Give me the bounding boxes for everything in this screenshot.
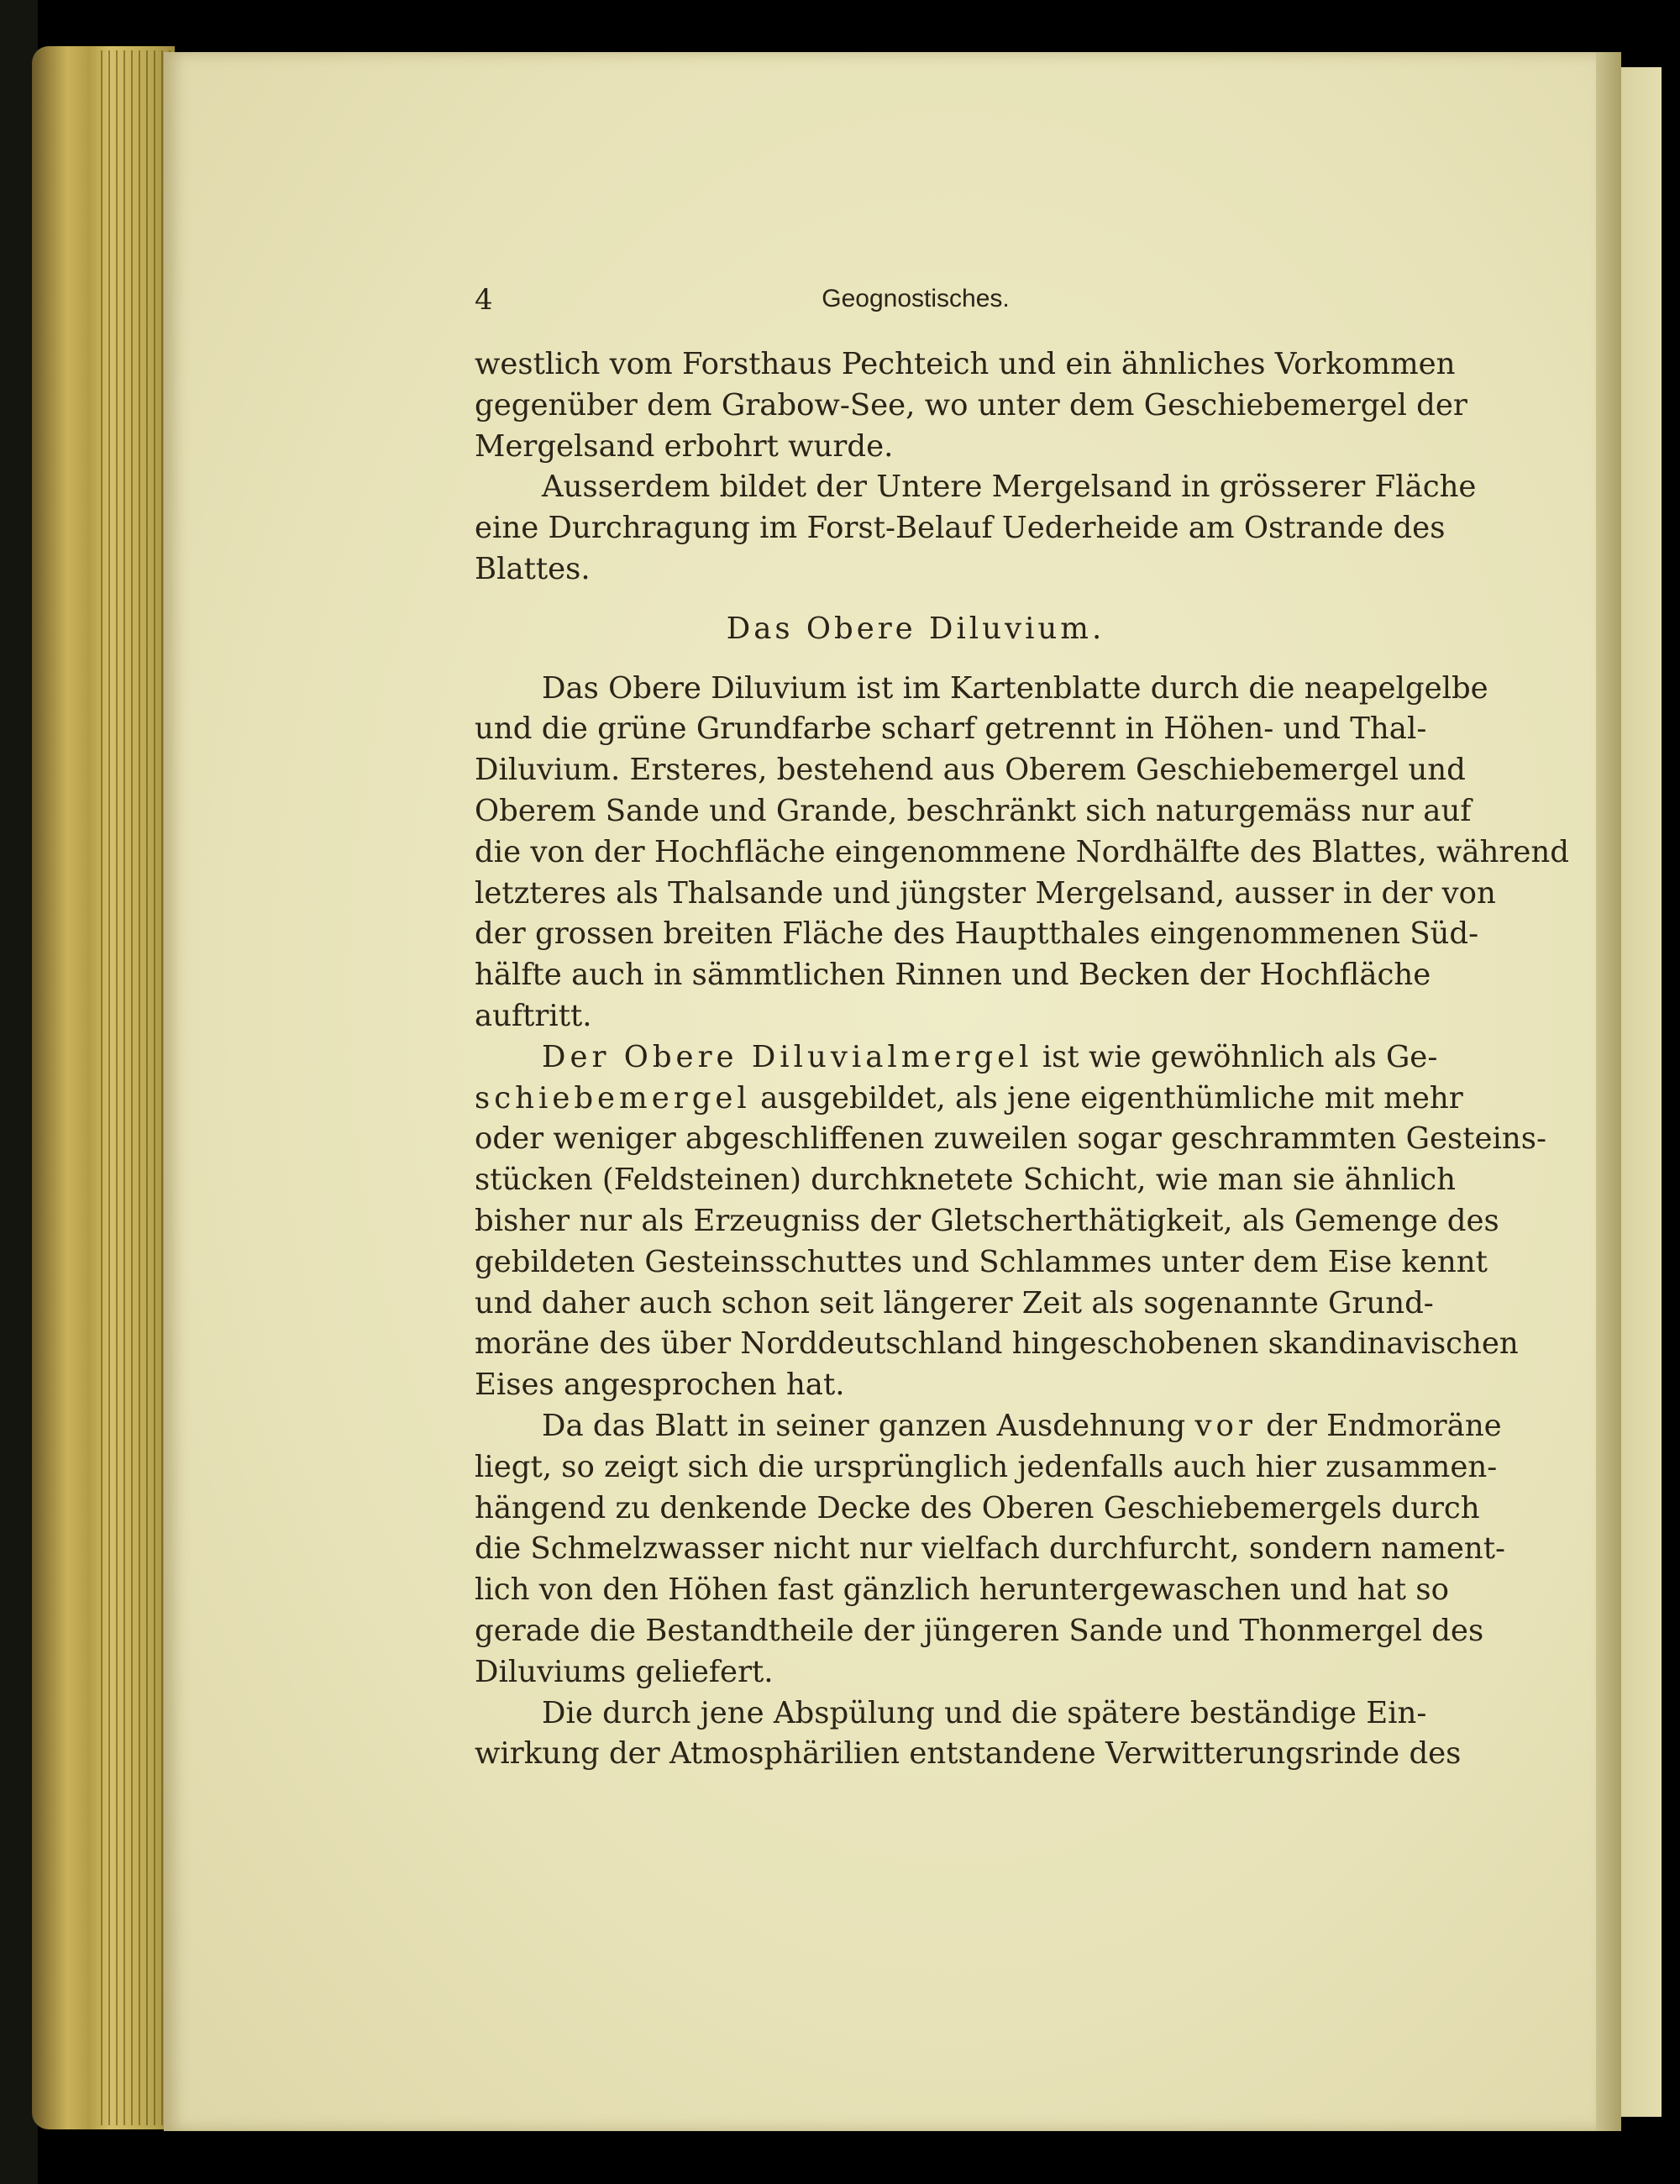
text-line: liegt, so zeigt sich die ursprünglich jedenfalls auch hier zusammen- (475, 1449, 1498, 1484)
text-line: Ausserdem bildet der Untere Mergelsand in grösserer Fläche (542, 470, 1477, 505)
text-line (475, 1406, 1502, 1447)
paragraph (475, 1406, 1506, 1693)
text-line: Oberem Sande und Grande, beschränkt sich naturgemäss nur auf (475, 793, 1472, 828)
text-line: die Schmelzwasser nicht nur vielfach durchfurcht, sondern nament- (475, 1531, 1506, 1567)
section-heading: Das Obere Diluvium. (726, 611, 1105, 646)
text-line: der grossen breiten Fläche des Hauptthales eingenommenen Süd- (475, 916, 1479, 952)
text-line: stücken (Feldsteinen) durchknetete Schicht, wie man sie ähnlich (475, 1163, 1456, 1198)
text-fragment: ist wie gewöhnlich als Ge- (1032, 1039, 1438, 1074)
text-line: hängend zu denkende Decke des Oberen Geschiebemergels durch (475, 1490, 1480, 1525)
text-line: oder weniger abgeschliffenen zuweilen sogar geschrammten Gesteins- (475, 1121, 1546, 1157)
text-line (475, 1037, 1438, 1079)
emphasis-text: vor (1194, 1408, 1257, 1443)
text-line (475, 1079, 1463, 1120)
paragraph (475, 1037, 1546, 1406)
text-line: Eises angesprochen hat. (475, 1368, 845, 1403)
text-line: westlich vom Forsthaus Pechteich und ein ähnliches Vorkommen (475, 347, 1456, 381)
paragraph (475, 344, 1467, 467)
text-fragment: der Endmoräne (1256, 1408, 1502, 1443)
text-line: wirkung der Atmosphärilien entstandene Verwitterungsrinde des (475, 1736, 1462, 1772)
text-line: Blattes. (475, 551, 591, 586)
emphasis-text: schiebemergel (475, 1080, 751, 1116)
text-line: bisher nur als Erzeugniss der Gletscherthätigkeit, als Gemenge des (475, 1203, 1499, 1238)
text-line: Die durch jene Abspülung und die spätere beständige Ein- (542, 1695, 1427, 1730)
text-line: auftritt. (475, 998, 592, 1033)
text-line: gebildeten Gesteinsschuttes und Schlammes unter dem Eise kennt (475, 1244, 1488, 1279)
body-text (475, 344, 1569, 1775)
text-line: Diluviums geliefert. (475, 1654, 774, 1689)
text-line: Diluvium. Ersteres, bestehend aus Oberem Geschiebemergel und (475, 753, 1466, 788)
text-fragment: ausgebildet, als jene eigenthümliche mit mehr (750, 1080, 1463, 1116)
text-line: und daher auch schon seit längerer Zeit als sogenannte Grund- (475, 1285, 1434, 1320)
text-line: und die grüne Grundfarbe scharf getrennt in Höhen- und Thal- (475, 711, 1427, 747)
text-line: die von der Hochfläche eingenommene Nordhälfte des Blattes, während (475, 834, 1569, 869)
text-line: Mergelsand erbohrt wurde. (475, 428, 894, 464)
page-gutter (1596, 52, 1621, 2131)
emphasis-text: Der Obere Diluvialmergel (542, 1039, 1033, 1074)
text-line: lich von den Höhen fast gänzlich heruntergewaschen und hat so (475, 1572, 1449, 1608)
text-fragment: Da das Blatt in seiner ganzen Ausdehnung (542, 1408, 1195, 1443)
text-line: gerade die Bestandtheile der jüngeren Sande und Thonmergel des (475, 1613, 1484, 1648)
text-line: letzteres als Thalsande und jüngster Mergelsand, ausser in der von (475, 875, 1496, 911)
text-line: moräne des über Norddeutschland hingeschobenen skandinavischen (475, 1326, 1519, 1362)
paragraph (475, 467, 1477, 590)
running-title: Geognostisches. (822, 285, 1010, 312)
page-header (475, 283, 1357, 317)
text-line: eine Durchragung im Forst-Belauf Uederheide am Ostrande des (475, 511, 1446, 546)
text-line: gegenüber dem Grabow-See, wo unter dem Geschiebemergel der (475, 387, 1467, 423)
text-line: Das Obere Diluvium ist im Kartenblatte durch die neapelgelbe (542, 670, 1488, 706)
page-number: 4 (475, 283, 493, 317)
paragraph (475, 669, 1569, 1037)
paragraph (475, 1693, 1462, 1776)
text-line: hälfte auch in sämmtlichen Rinnen und Becken der Hochfläche (475, 958, 1431, 993)
